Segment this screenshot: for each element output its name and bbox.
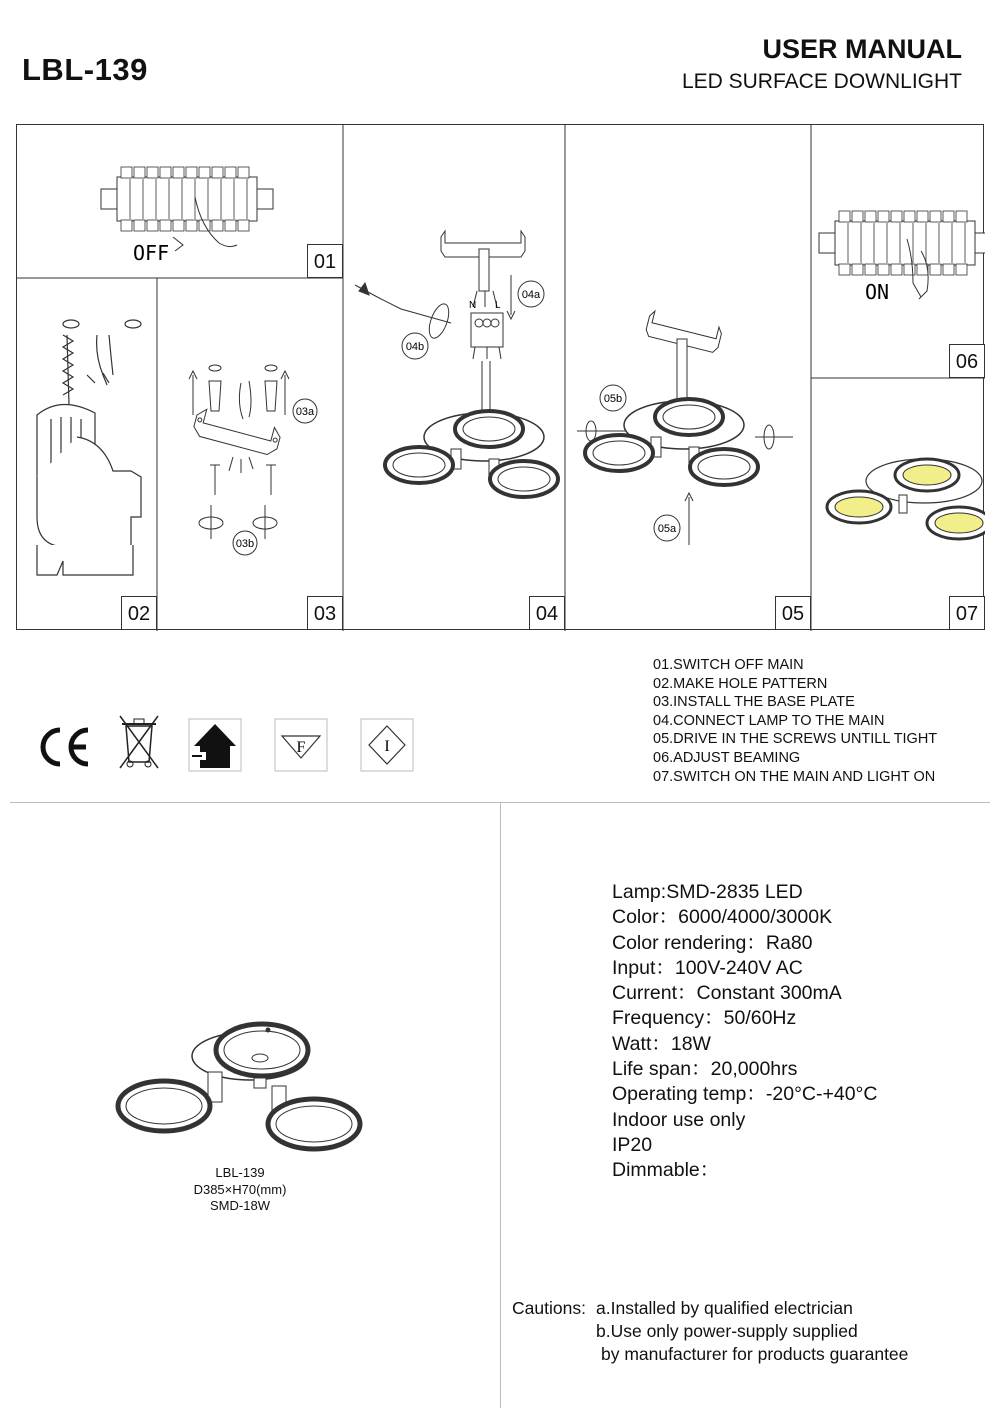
- step-number-03: 03: [307, 596, 343, 630]
- specifications-list: [612, 880, 877, 1184]
- certification-marks: [36, 712, 436, 782]
- ce-mark: [36, 726, 92, 768]
- svg-text:F: F: [296, 739, 306, 756]
- instruction-item: 05.DRIVE IN THE SCREWS UNTILL TIGHT: [653, 731, 938, 748]
- spec-indoor-use: Indoor use only: [612, 1108, 746, 1131]
- step-07-diagram: [827, 459, 985, 539]
- step-number-05: 05: [775, 596, 811, 630]
- spec-ip-rating: IP20: [612, 1133, 653, 1156]
- instruction-item: 04.CONNECT LAMP TO THE MAIN: [653, 712, 885, 729]
- instruction-item: 02.MAKE HOLE PATTERN: [653, 675, 828, 692]
- product-dimensions: D385×H70(mm): [193, 1181, 287, 1197]
- spec-watt: Watt：18W: [612, 1032, 711, 1055]
- step-number-06: 06: [949, 344, 985, 378]
- cautions-block: [512, 1297, 908, 1366]
- step-number-04: 04: [529, 596, 565, 630]
- model-code: LBL-139: [22, 52, 148, 87]
- instruction-item: 07.SWITCH ON THE MAIN AND LIGHT ON: [653, 768, 936, 785]
- product-power: SMD-18W: [210, 1198, 270, 1213]
- instruction-item: 06.ADJUST BEAMING: [653, 749, 801, 766]
- step-02-diagram: [37, 320, 141, 575]
- spec-color: Color：6000/4000/3000K: [612, 906, 833, 929]
- instructions-list: [653, 656, 937, 786]
- neutral-label: N: [469, 300, 477, 311]
- live-label: L: [495, 300, 501, 311]
- spec-operating-temp: Operating temp：-20°C-+40°C: [612, 1083, 878, 1106]
- caution-a: a.Installed by qualified electrician: [596, 1298, 853, 1318]
- spec-lamp: Lamp:SMD-2835 LED: [612, 881, 803, 903]
- step-06-diagram: [819, 211, 985, 299]
- step-number-01: 01: [307, 244, 343, 278]
- step-05b-label: 05b: [603, 393, 623, 405]
- step-03b-label: 03b: [235, 538, 255, 550]
- switch-on-label: ON: [865, 280, 890, 304]
- spec-current: Current：Constant 300mA: [612, 982, 842, 1005]
- product-drawing: [110, 1018, 390, 1163]
- svg-text:CE: CE: [36, 726, 38, 727]
- spec-dimmable: Dimmable：: [612, 1159, 720, 1182]
- spec-color-rendering: Color rendering：Ra80: [612, 931, 813, 954]
- section-divider-vertical: [500, 803, 501, 1408]
- spec-frequency: Frequency：50/60Hz: [612, 1007, 797, 1030]
- f-mark-icon: [274, 718, 328, 772]
- spec-life-span: Life span：20,000hrs: [612, 1058, 798, 1081]
- step-04-diagram: [355, 231, 525, 417]
- switch-off-label: OFF: [133, 241, 170, 265]
- installation-diagrams: [17, 125, 985, 631]
- manual-subtitle: LED SURFACE DOWNLIGHT: [681, 70, 962, 93]
- cautions-label: Cautions:: [512, 1298, 586, 1318]
- step-05a-label: 05a: [657, 523, 677, 535]
- class-i-icon: [360, 718, 414, 772]
- weee-bin-icon: [116, 714, 162, 772]
- step-01-diagram: [101, 167, 273, 251]
- caution-b: b.Use only power-supply supplied: [596, 1321, 858, 1341]
- caution-c: by manufacturer for products guarantee: [601, 1344, 909, 1364]
- step-04a-label: 04a: [521, 289, 541, 301]
- step-03-diagram: [189, 365, 289, 539]
- manual-title: USER MANUAL: [762, 34, 962, 64]
- step-number-02: 02: [121, 596, 157, 630]
- installation-steps-grid: [16, 124, 984, 630]
- spec-input: Input：100V-240V AC: [612, 956, 803, 979]
- product-caption: [140, 1165, 340, 1215]
- step-04b-label: 04b: [405, 341, 425, 353]
- product-model: LBL-139: [215, 1165, 265, 1180]
- instruction-item: 01.SWITCH OFF MAIN: [653, 657, 804, 673]
- step-03a-label: 03a: [295, 406, 315, 418]
- indoor-house-icon: [188, 718, 242, 772]
- instruction-item: 03.INSTALL THE BASE PLATE: [653, 694, 855, 711]
- step-number-07: 07: [949, 596, 985, 630]
- svg-text:I: I: [384, 738, 390, 755]
